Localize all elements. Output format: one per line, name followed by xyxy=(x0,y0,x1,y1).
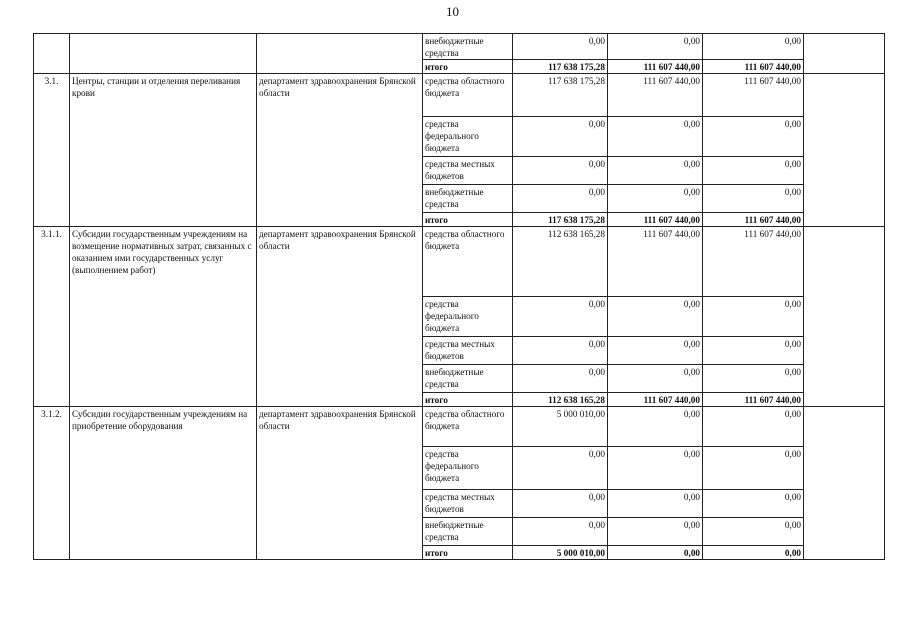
source-cell: внебюджетные средства xyxy=(423,185,513,213)
value-cell: 0,00 xyxy=(608,518,703,546)
table-row xyxy=(34,74,885,117)
value-cell: 0,00 xyxy=(608,297,703,337)
value-cell: 5 000 010,00 xyxy=(513,407,608,447)
value-cell: 0,00 xyxy=(513,447,608,490)
empty-cell xyxy=(804,227,885,407)
value-cell: 111 607 440,00 xyxy=(608,393,703,407)
value-cell: 0,00 xyxy=(608,447,703,490)
value-cell: 0,00 xyxy=(513,337,608,365)
name-cell: Субсидии государственным учреждениям на приобретение оборудования xyxy=(70,407,257,560)
source-cell: итого xyxy=(423,393,513,407)
source-cell: средства местных бюджетов xyxy=(423,157,513,185)
value-cell: 0,00 xyxy=(608,546,703,560)
value-cell: 112 638 165,28 xyxy=(513,393,608,407)
value-cell: 112 638 165,28 xyxy=(513,227,608,297)
source-cell: средства областного бюджета xyxy=(423,227,513,297)
value-cell: 0,00 xyxy=(513,490,608,518)
executor-cell: департамент здравоохранения Брянской области xyxy=(257,74,423,227)
value-cell: 111 607 440,00 xyxy=(703,60,804,74)
value-cell: 111 607 440,00 xyxy=(608,60,703,74)
empty-cell xyxy=(804,34,885,74)
name-cell xyxy=(70,34,257,74)
source-cell: внебюджетные средства xyxy=(423,365,513,393)
value-cell: 0,00 xyxy=(703,185,804,213)
code-cell xyxy=(34,34,70,74)
empty-cell xyxy=(804,407,885,560)
empty-cell xyxy=(804,74,885,227)
value-cell: 0,00 xyxy=(513,297,608,337)
budget-table xyxy=(33,33,885,560)
source-cell: внебюджетные средства xyxy=(423,34,513,60)
executor-cell: департамент здравоохранения Брянской области xyxy=(257,227,423,407)
code-cell: 3.1. xyxy=(34,74,70,227)
source-cell: средства областного бюджета xyxy=(423,407,513,447)
value-cell: 0,00 xyxy=(608,185,703,213)
source-cell: средства областного бюджета xyxy=(423,74,513,117)
value-cell: 0,00 xyxy=(703,34,804,60)
value-cell: 0,00 xyxy=(513,157,608,185)
value-cell: 0,00 xyxy=(703,297,804,337)
table-row xyxy=(34,407,885,447)
value-cell: 0,00 xyxy=(703,447,804,490)
value-cell: 117 638 175,28 xyxy=(513,60,608,74)
value-cell: 117 638 175,28 xyxy=(513,74,608,117)
value-cell: 0,00 xyxy=(608,407,703,447)
value-cell: 0,00 xyxy=(608,157,703,185)
value-cell: 0,00 xyxy=(703,337,804,365)
value-cell: 111 607 440,00 xyxy=(608,227,703,297)
source-cell: средства федерального бюджета xyxy=(423,297,513,337)
source-cell: итого xyxy=(423,213,513,227)
value-cell: 0,00 xyxy=(703,117,804,157)
value-cell: 111 607 440,00 xyxy=(703,213,804,227)
value-cell: 0,00 xyxy=(703,407,804,447)
value-cell: 0,00 xyxy=(513,185,608,213)
value-cell: 0,00 xyxy=(608,337,703,365)
value-cell: 0,00 xyxy=(703,518,804,546)
value-cell: 0,00 xyxy=(608,34,703,60)
executor-cell xyxy=(257,34,423,74)
value-cell: 0,00 xyxy=(703,546,804,560)
value-cell: 111 607 440,00 xyxy=(608,74,703,117)
value-cell: 0,00 xyxy=(703,365,804,393)
table-row xyxy=(34,227,885,297)
value-cell: 0,00 xyxy=(513,365,608,393)
value-cell: 117 638 175,28 xyxy=(513,213,608,227)
value-cell: 0,00 xyxy=(513,117,608,157)
source-cell: средства федерального бюджета xyxy=(423,117,513,157)
value-cell: 0,00 xyxy=(703,490,804,518)
page-number: 10 xyxy=(446,4,459,19)
value-cell: 111 607 440,00 xyxy=(608,213,703,227)
value-cell: 111 607 440,00 xyxy=(703,74,804,117)
value-cell: 0,00 xyxy=(513,518,608,546)
code-cell: 3.1.1. xyxy=(34,227,70,407)
source-cell: средства федерального бюджета xyxy=(423,447,513,490)
value-cell: 0,00 xyxy=(608,117,703,157)
source-cell: средства местных бюджетов xyxy=(423,337,513,365)
source-cell: внебюджетные средства xyxy=(423,518,513,546)
source-cell: итого xyxy=(423,60,513,74)
source-cell: итого xyxy=(423,546,513,560)
value-cell: 5 000 010,00 xyxy=(513,546,608,560)
code-cell: 3.1.2. xyxy=(34,407,70,560)
value-cell: 0,00 xyxy=(703,157,804,185)
table-row xyxy=(34,34,885,60)
value-cell: 111 607 440,00 xyxy=(703,227,804,297)
value-cell: 0,00 xyxy=(608,490,703,518)
value-cell: 0,00 xyxy=(513,34,608,60)
name-cell: Центры, станции и отделения переливания крови xyxy=(70,74,257,227)
name-cell: Субсидии государственным учреждениям на возмещение нормативных затрат, связанных с оказанием ими государственных услуг (выполнением работ) xyxy=(70,227,257,407)
value-cell: 111 607 440,00 xyxy=(703,393,804,407)
value-cell: 0,00 xyxy=(608,365,703,393)
executor-cell: департамент здравоохранения Брянской области xyxy=(257,407,423,560)
source-cell: средства местных бюджетов xyxy=(423,490,513,518)
